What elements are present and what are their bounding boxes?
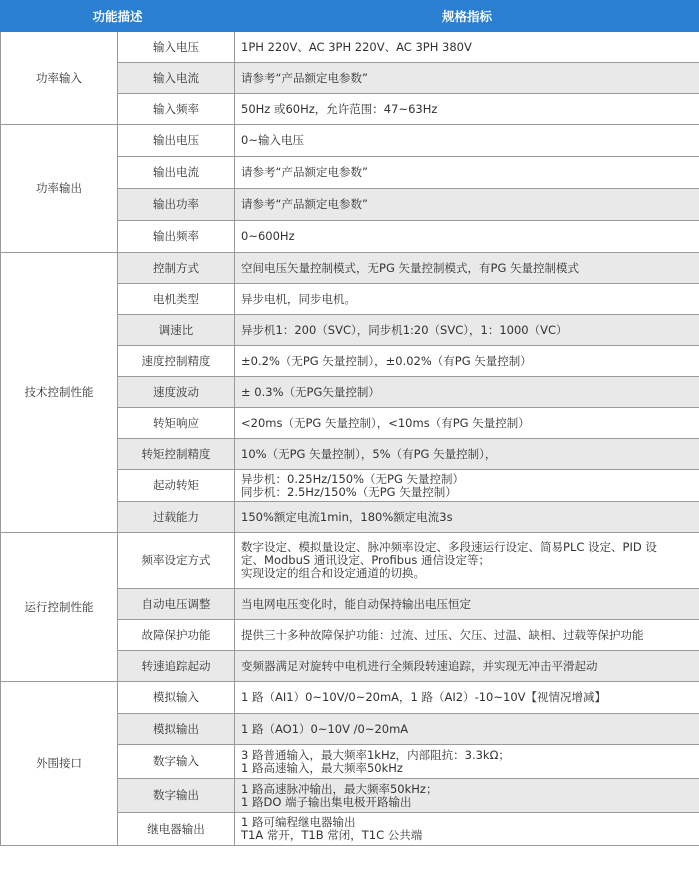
item-value: 10%（无PG 矢量控制），5%（有PG 矢量控制）， bbox=[235, 439, 699, 470]
item-label: 转速追踪起动 bbox=[118, 651, 235, 682]
item-label: 控制方式 bbox=[118, 253, 235, 284]
item-value: 变频器满足对旋转中电机进行全频段转速追踪，并实现无冲击平滑起动 bbox=[235, 651, 699, 682]
value-line: 同步机：2.5Hz/150%（无PG 矢量控制） bbox=[241, 484, 457, 499]
item-label: 输入电流 bbox=[118, 63, 235, 94]
item-label: 输入电压 bbox=[118, 32, 235, 63]
category-peripheral: 外围接口 bbox=[1, 682, 118, 846]
item-value bbox=[235, 779, 699, 813]
item-value: 1 路（AI1）0~10V/0~20mA，1 路（AI2）-10~10V【视情况增减】 bbox=[235, 682, 699, 714]
category-run-control: 运行控制性能 bbox=[1, 533, 118, 682]
item-label: 转矩控制精度 bbox=[118, 439, 235, 470]
item-label: 自动电压调整 bbox=[118, 589, 235, 620]
item-label: 输入频率 bbox=[118, 94, 235, 125]
item-label: 继电器输出 bbox=[118, 813, 235, 846]
item-label: 输出功率 bbox=[118, 189, 235, 221]
item-value: 异步电机，同步电机。 bbox=[235, 284, 699, 315]
item-label: 输出电压 bbox=[118, 125, 235, 157]
item-value: 1 路（AO1）0~10V /0~20mA bbox=[235, 714, 699, 745]
item-label: 速度波动 bbox=[118, 377, 235, 408]
item-label: 过载能力 bbox=[118, 502, 235, 533]
item-value: 0~输入电压 bbox=[235, 125, 699, 157]
item-label: 输出电流 bbox=[118, 157, 235, 189]
value-line: 1 路高速脉冲输出，最大频率50kHz； bbox=[241, 781, 438, 796]
item-value: 空间电压矢量控制模式，无PG 矢量控制模式，有PG 矢量控制模式 bbox=[235, 253, 699, 284]
value-line: 1 路DO 端子输出集电极开路输出 bbox=[241, 794, 412, 809]
table-row bbox=[1, 533, 699, 589]
item-value bbox=[235, 470, 699, 502]
item-value bbox=[235, 533, 699, 589]
value-line: 异步机：0.25Hz/150%（无PG 矢量控制） bbox=[241, 471, 465, 486]
header-row bbox=[1, 1, 699, 32]
item-value: 请参考“产品额定电参数” bbox=[235, 157, 699, 189]
item-label: 速度控制精度 bbox=[118, 346, 235, 377]
item-label: 调速比 bbox=[118, 315, 235, 346]
item-value: 当电网电压变化时，能自动保持输出电压恒定 bbox=[235, 589, 699, 620]
value-line: 数字设定、模拟量设定、脉冲频率设定、多段速运行设定、简易PLC 设定、PID 设 bbox=[241, 540, 657, 554]
item-value bbox=[235, 745, 699, 779]
value-line: 实现设定的组合和设定通道的切换。 bbox=[241, 566, 426, 580]
category-power-input: 功率输入 bbox=[1, 32, 118, 125]
value-line: 定、ModbuS 通讯设定、Profibus 通信设定等； bbox=[241, 553, 491, 567]
item-value: ±0.2%（无PG 矢量控制），±0.02%（有PG 矢量控制） bbox=[235, 346, 699, 377]
item-label: 数字输出 bbox=[118, 779, 235, 813]
item-label: 转矩响应 bbox=[118, 408, 235, 439]
item-value: 提供三十多种故障保护功能：过流、过压、欠压、过温、缺相、过载等保护功能 bbox=[235, 620, 699, 651]
item-label: 输出频率 bbox=[118, 221, 235, 253]
category-power-output: 功率输出 bbox=[1, 125, 118, 253]
table-row bbox=[1, 125, 699, 157]
item-label: 数字输入 bbox=[118, 745, 235, 779]
header-function: 功能描述 bbox=[1, 1, 235, 32]
item-value: 请参考“产品额定电参数” bbox=[235, 189, 699, 221]
item-value bbox=[235, 813, 699, 846]
item-label: 模拟输入 bbox=[118, 682, 235, 714]
item-value: 1PH 220V、AC 3PH 220V、AC 3PH 380V bbox=[235, 32, 699, 63]
item-value: 异步机1：200（SVC），同步机1:20（SVC），1：1000（VC） bbox=[235, 315, 699, 346]
value-line: 3 路普通输入，最大频率1kHz，内部阻抗：3.3kΩ； bbox=[241, 747, 510, 762]
value-line: T1A 常开，T1B 常闭，T1C 公共端 bbox=[241, 828, 423, 842]
item-value: 50Hz 或60Hz，允许范围：47~63Hz bbox=[235, 94, 699, 125]
header-spec: 规格指标 bbox=[235, 1, 699, 32]
item-value: 请参考“产品额定电参数” bbox=[235, 63, 699, 94]
category-tech-control: 技术控制性能 bbox=[1, 253, 118, 533]
item-value: 150%额定电流1min，180%额定电流3s bbox=[235, 502, 699, 533]
item-label: 起动转矩 bbox=[118, 470, 235, 502]
value-line: 1 路可编程继电器输出 bbox=[241, 815, 356, 829]
item-label: 频率设定方式 bbox=[118, 533, 235, 589]
table-row bbox=[1, 682, 699, 714]
value-line: 1 路高速输入，最大频率50kHz bbox=[241, 760, 403, 775]
item-value: ± 0.3%（无PG矢量控制） bbox=[235, 377, 699, 408]
item-label: 模拟输出 bbox=[118, 714, 235, 745]
item-label: 电机类型 bbox=[118, 284, 235, 315]
item-label: 故障保护功能 bbox=[118, 620, 235, 651]
table-row bbox=[1, 253, 699, 284]
item-value: 0~600Hz bbox=[235, 221, 699, 253]
item-value: <20ms（无PG 矢量控制），<10ms（有PG 矢量控制） bbox=[235, 408, 699, 439]
table-row bbox=[1, 32, 699, 63]
